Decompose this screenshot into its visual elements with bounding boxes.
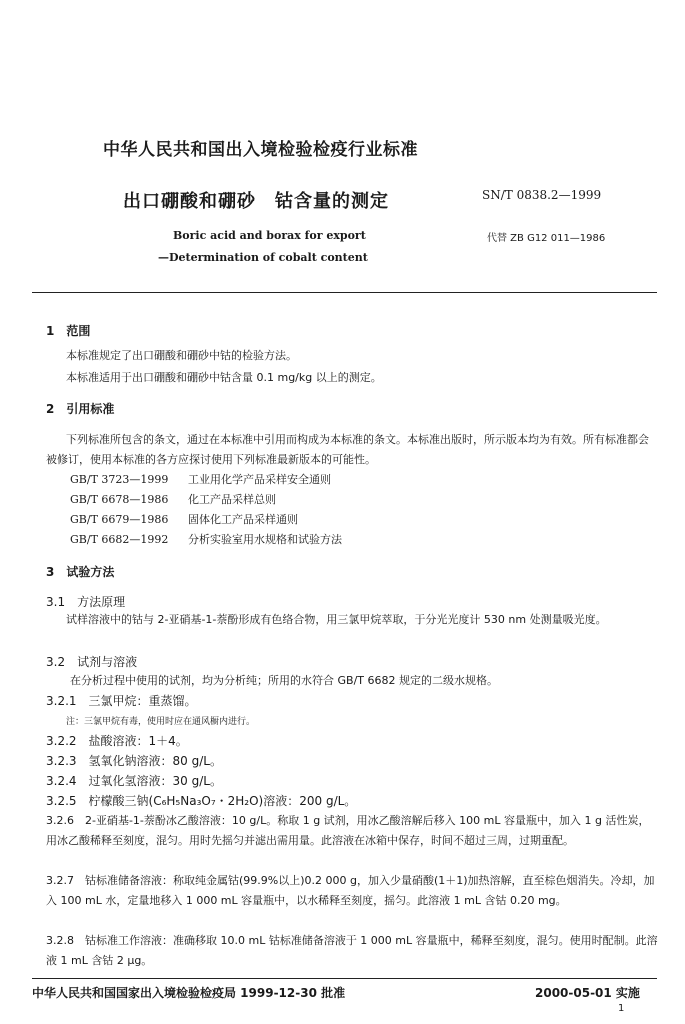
section-1-paragraph-2: 本标准适用于出口硼酸和硼砂中钴含量 0.1 mg/kg 以上的测定。 — [66, 371, 382, 384]
reference-title: 化工产品采样总则 — [188, 493, 276, 506]
approval-line: 中华人民共和国国家出入境检验检疫局 1999-12-30 批准 — [32, 986, 346, 1000]
issuing-body-title: 中华人民共和国出入境检验检疫行业标准 — [103, 140, 418, 160]
section-3-heading: 3 试验方法 — [46, 565, 115, 579]
header-divider — [32, 292, 657, 293]
item-3-2-6: 3.2.6 2-亚硝基-1-萘酚冰乙酸溶液：10 g/L。称取 1 g 试剂，用冰乙酸溶解后移入 100 mL 容量瓶中，加入 1 g 活性炭，用冰乙酸稀释至刻度，混匀。用时先摇匀并滤出需用量。此溶液在冰箱中保存，时间不超过三周，过期重配。 — [46, 814, 650, 847]
reference-title: 工业用化学产品采样安全通则 — [188, 473, 331, 486]
reference-code: GB/T 3723—1999 — [70, 473, 169, 486]
english-title-line-2: —Determination of cobalt content — [158, 251, 368, 264]
reference-code: GB/T 6679—1986 — [70, 513, 169, 526]
item-3-2-8: 3.2.8 钴标准工作溶液：准确移取 10.0 mL 钴标准储备溶液于 1 000 mL 容量瓶中，稀释至刻度，混匀。使用时配制。此溶液 1 mL 含钴 2 μg。 — [46, 934, 658, 967]
reference-item — [70, 490, 276, 510]
section-1-paragraph-1: 本标准规定了出口硼酸和硼砂中钴的检验方法。 — [66, 349, 297, 362]
footer-divider — [32, 978, 657, 979]
reference-code: GB/T 6678—1986 — [70, 493, 169, 506]
replaces-standard: 代替 ZB G12 011—1986 — [487, 233, 606, 244]
reference-item — [70, 510, 298, 530]
subsection-3-2-text: 在分析过程中使用的试剂，均为分析纯；所用的水符合 GB/T 6682 规定的二级水规格。 — [70, 674, 498, 687]
standard-number: SN/T 0838.2—1999 — [482, 188, 602, 202]
item-3-2-1-note: 注：三氯甲烷有毒，使用时应在通风橱内进行。 — [66, 717, 256, 727]
item-3-2-2: 3.2.2 盐酸溶液：1＋4。 — [46, 734, 188, 748]
document-title: 出口硼酸和硼砂 钴含量的测定 — [123, 191, 389, 212]
section-1-heading: 1 范围 — [46, 324, 91, 338]
item-3-2-7: 3.2.7 钴标准储备溶液：称取纯金属钴(99.9%以上)0.2 000 g，加入少量硝酸(1＋1)加热溶解，直至棕色烟消失。冷却，加入 100 mL 水，定量地移入 1 000 mL 容量瓶中，以水稀释至刻度，摇匀。此溶液 1 mL 含钴 0.20 mg。 — [46, 874, 655, 907]
reference-item — [70, 470, 331, 490]
item-3-2-4: 3.2.4 过氧化氢溶液：30 g/L。 — [46, 774, 222, 788]
subsection-3-1-text: 试样溶液中的钴与 2-亚硝基-1-萘酚形成有色络合物，用三氯甲烷萃取，于分光光度计 530 nm 处测量吸光度。 — [66, 613, 607, 626]
subsection-3-1-heading: 3.1 方法原理 — [46, 595, 126, 609]
page-number: 1 — [618, 1003, 625, 1014]
reference-item — [70, 530, 342, 550]
english-title-line-1: Boric acid and borax for export — [173, 229, 366, 242]
reference-title: 分析实验室用水规格和试验方法 — [188, 533, 342, 546]
subsection-3-2-heading: 3.2 试剂与溶液 — [46, 655, 138, 669]
item-3-2-1: 3.2.1 三氯甲烷：重蒸馏。 — [46, 694, 197, 708]
implementation-date: 2000-05-01 实施 — [535, 986, 640, 1000]
reference-title: 固体化工产品采样通则 — [188, 513, 298, 526]
item-3-2-5: 3.2.5 柠檬酸三钠(C₆H₅Na₃O₇・2H₂O)溶液：200 g/L。 — [46, 794, 357, 808]
reference-code: GB/T 6682—1992 — [70, 533, 169, 546]
section-2-intro: 下列标准所包含的条文，通过在本标准中引用而构成为本标准的条文。本标准出版时，所示版本均为有效。所有标准都会被修订，使用本标准的各方应探讨使用下列标准最新版本的可能性。 — [46, 433, 649, 466]
section-2-heading: 2 引用标准 — [46, 402, 115, 416]
item-3-2-3: 3.2.3 氢氧化钠溶液：80 g/L。 — [46, 754, 222, 768]
